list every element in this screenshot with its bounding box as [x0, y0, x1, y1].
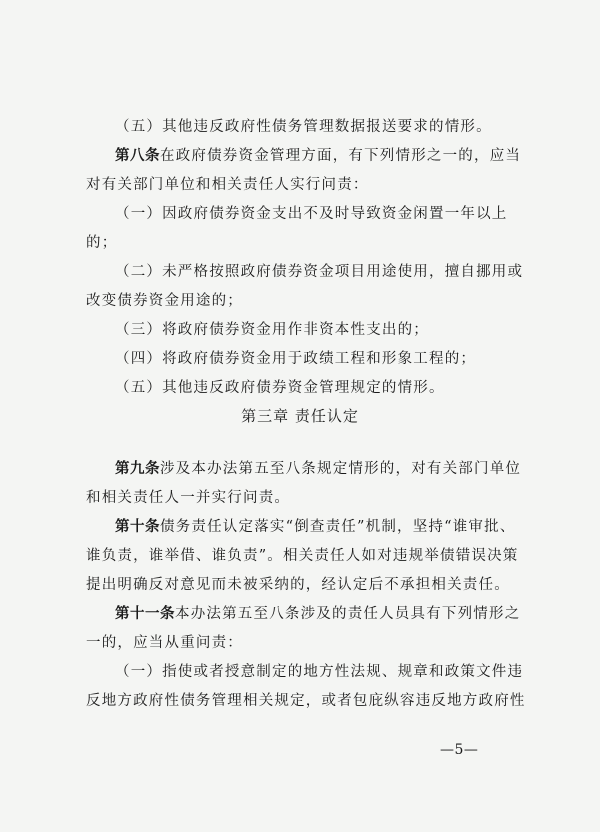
section-article-8: [86, 113, 526, 403]
clause-2: （二）未严格按照政府债券资金项目用途使用，擅自挪用或改变债券资金用途的；: [86, 264, 524, 309]
article-9-title: 第九条: [115, 461, 160, 477]
page-number: —5—: [440, 742, 479, 758]
clause-5: （五）其他违反政府债券资金管理规定的情形。: [115, 380, 445, 396]
article-11-title: 第十一条: [115, 606, 175, 622]
section-chapter-3: [86, 455, 526, 716]
article-10: [86, 513, 526, 600]
clause-5-data-reporting: （五）其他违反政府性债务管理数据报送要求的情形。: [115, 119, 492, 135]
article-8: [86, 142, 526, 200]
article-8-text: 在政府债券资金管理方面，有下列情形之一的，应当对有关部门单位和相关责任人实行问责：: [86, 148, 522, 193]
article-10-text: 债务责任认定落实“倒查责任”机制，坚持“谁审批、谁负责，谁举借、谁负责”。相关责任人如对违规举债错误决策提出明确反对意见而未被采纳的，经认定后不承担相关责任。: [86, 519, 519, 593]
clause-4: （四）将政府债券资金用于政绩工程和形象工程的；: [115, 351, 477, 367]
article-10-title: 第十条: [115, 519, 160, 535]
chapter-heading: 第三章 责任认定: [241, 407, 359, 425]
clause-3: （三）将政府债券资金用作非资本性支出的；: [115, 322, 429, 338]
article-8-title: 第八条: [115, 148, 160, 164]
clause-1: （一）因政府债券资金支出不及时导致资金闲置一年以上的；: [86, 206, 508, 251]
clause-1-aggravated: （一）指使或者授意制定的地方性法规、规章和政策文件违反地方政府性债务管理相关规定，或者包庇纵容违反地方政府性: [86, 664, 526, 709]
article-9-text: 涉及本办法第五至八条规定情形的，对有关部门单位和相关责任人一并实行问责。: [86, 461, 522, 506]
article-11: [86, 600, 526, 658]
article-11-text: 本办法第五至八条涉及的责任人员具有下列情形之一的，应当从重问责：: [86, 606, 521, 651]
article-9: [86, 455, 526, 513]
